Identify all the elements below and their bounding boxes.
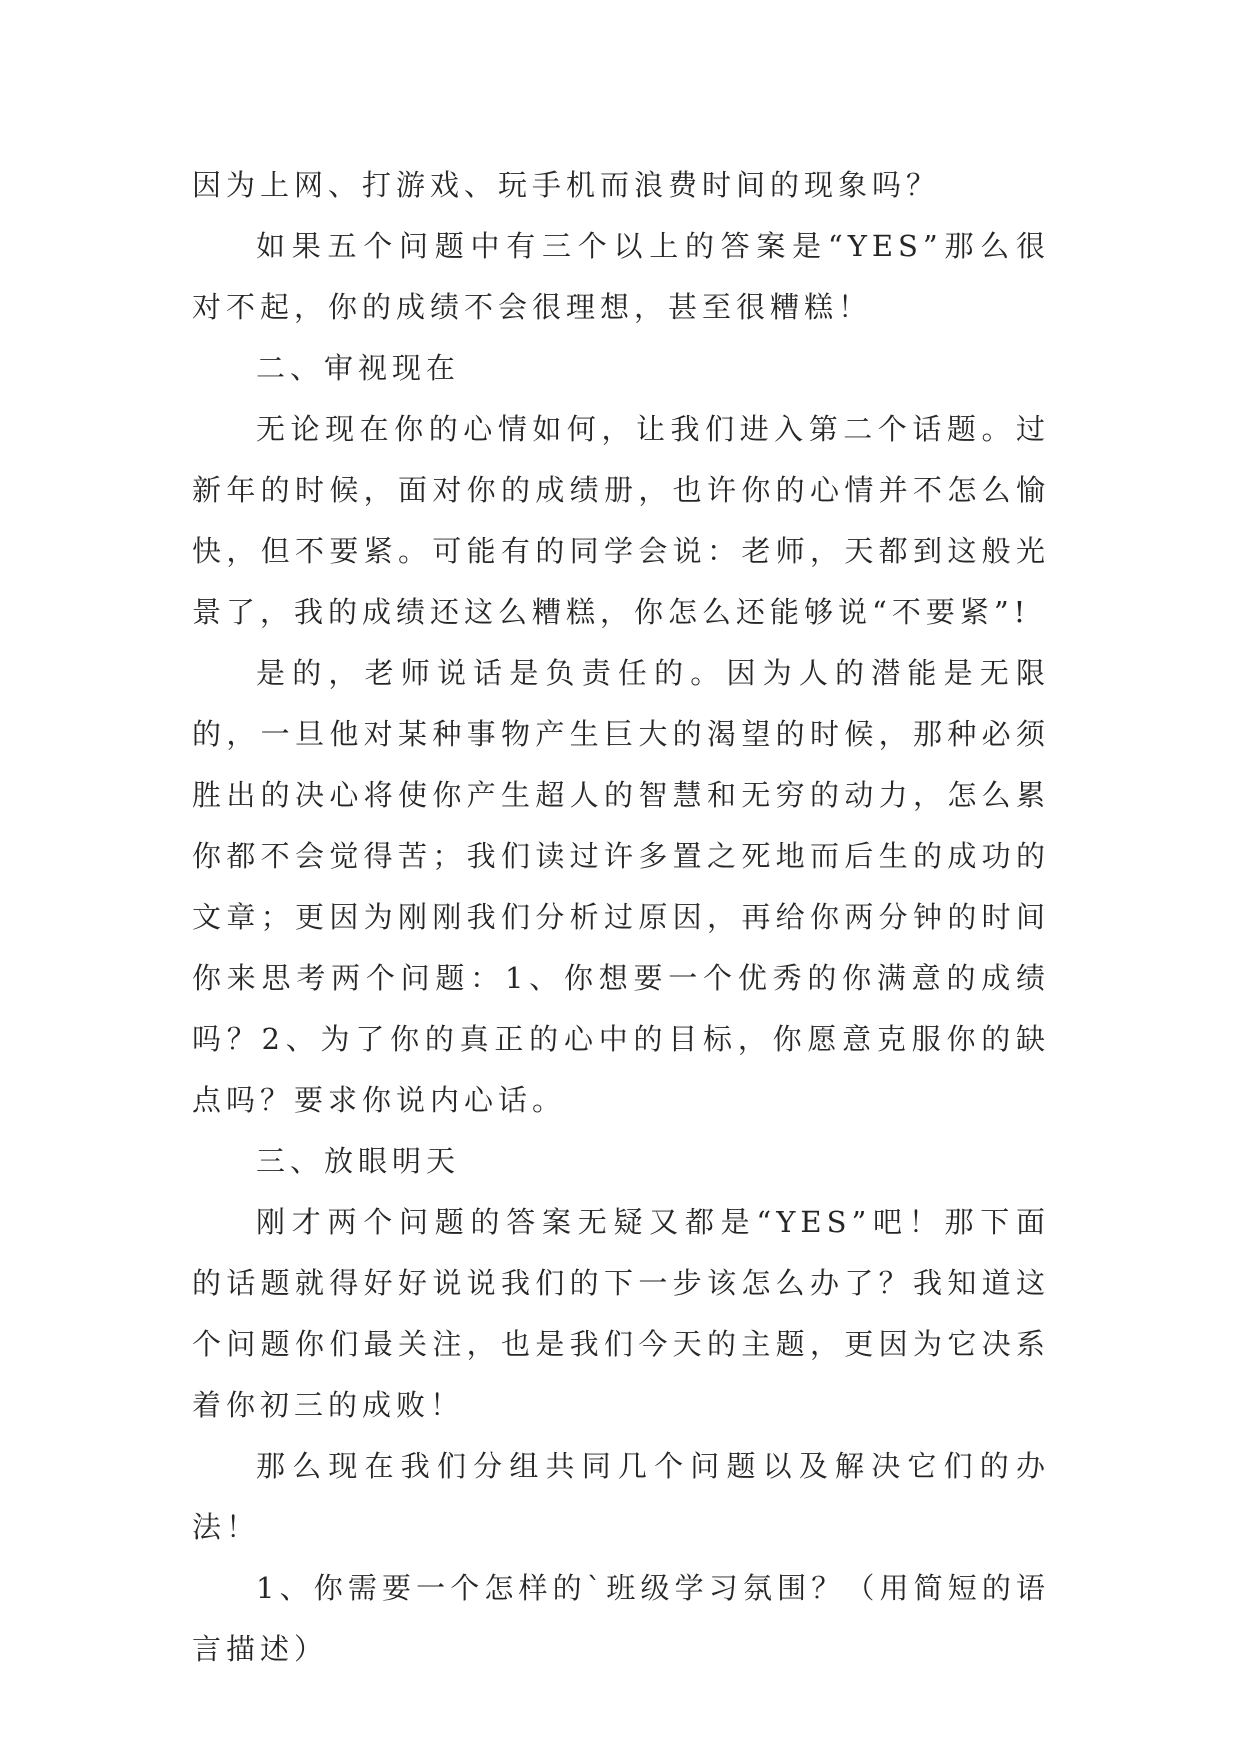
list-item-question-1: 1、你需要一个怎样的`班级学习氛围？（用简短的语言描述）: [192, 1571, 1050, 1666]
document-body: [192, 155, 1050, 1680]
paragraph-potential: 是的，老师说话是负责任的。因为人的潜能是无限的，一旦他对某种事物产生巨大的渴望的时候，那种必须胜出的决心将使你产生超人的智慧和无穷的动力，怎么累你都不会觉得苦；我们读过许多置之死地而后生的成功的文章；更因为刚刚我们分析过原因，再给你两分钟的时间你来思考两个问题：1、你想要一个优秀的你满意的成绩吗？2、为了你的真正的心中的目标，你愿意克服你的缺点吗？要求你说内心话。: [192, 656, 1050, 1117]
paragraph-yes-conclusion: 如果五个问题中有三个以上的答案是“YES”那么很对不起，你的成绩不会很理想，甚至很糟糕！: [192, 229, 1050, 324]
paragraph-second-topic: 无论现在你的心情如何，让我们进入第二个话题。过新年的时候，面对你的成绩册，也许你的心情并不怎么愉快，但不要紧。可能有的同学会说：老师，天都到这般光景了，我的成绩还这么糟糕，你怎么还能够说“不要紧”!: [192, 412, 1050, 629]
paragraph-continuation: 因为上网、打游戏、玩手机而浪费时间的现象吗？: [192, 168, 941, 202]
paragraph-group-discussion: 那么现在我们分组共同几个问题以及解决它们的办法！: [192, 1449, 1050, 1544]
paragraph-next-step: 刚才两个问题的答案无疑又都是“YES”吧！那下面的话题就得好好说说我们的下一步该怎么办了？我知道这个问题你们最关注，也是我们今天的主题，更因为它决系着你初三的成败！: [192, 1205, 1050, 1422]
section-heading-review-present: 二、审视现在: [256, 351, 461, 385]
section-heading-look-ahead: 三、放眼明天: [256, 1144, 461, 1178]
